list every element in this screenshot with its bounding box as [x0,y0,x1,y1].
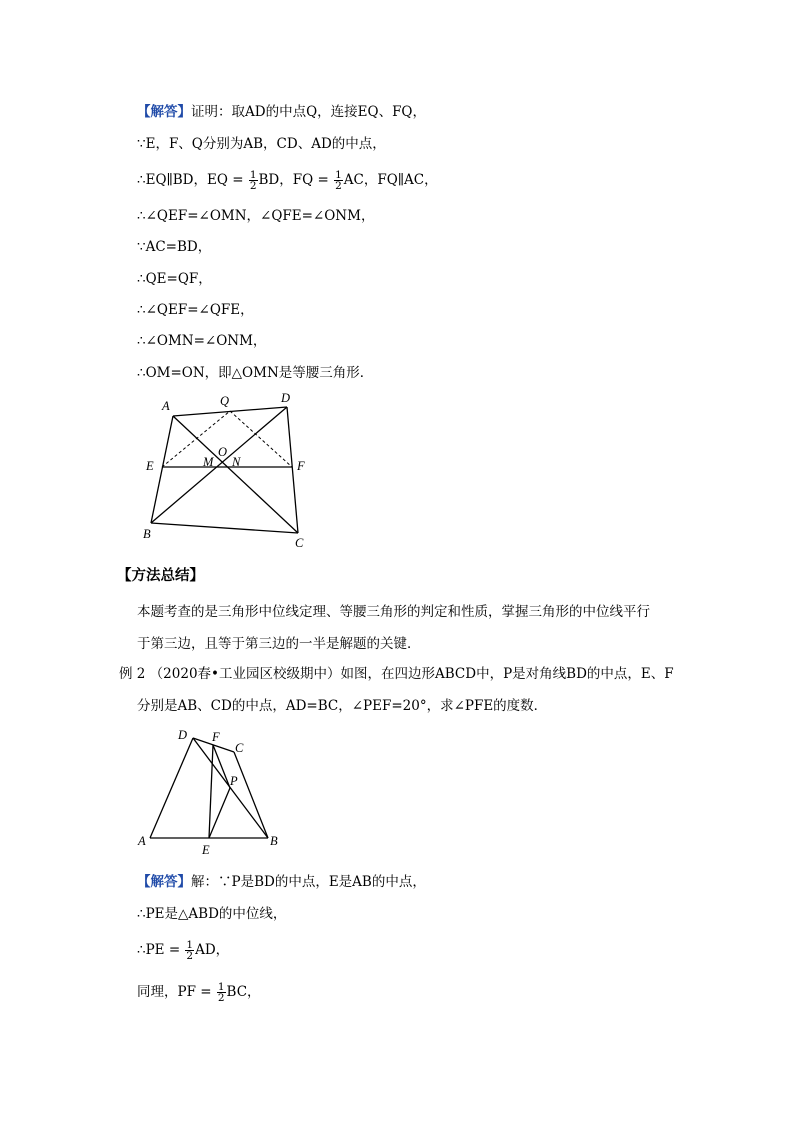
segment-ef [209,745,213,838]
solution2-text-1: 解：∵P是BD的中点，E是AB的中点， [191,874,426,890]
solution2-line4 [137,982,261,1003]
diagonal-bd [193,738,268,838]
example2-line2: 分别是AB、CD的中点，AD=BC，∠PEF=20°，求∠PFE的度数． [137,698,548,714]
figure-quadrilateral-2 [0,700,794,860]
label-e: E [146,459,154,473]
solution1-line6: ∴QE=QF， [137,271,212,287]
label-f: F [212,730,220,744]
label-c: C [235,741,244,755]
solution2-text-4a: 同理，PF = [137,984,216,1000]
solution1-line4: ∴∠QEF=∠OMN，∠QFE=∠ONM， [137,208,375,224]
solution1-text-1: 证明：取AD的中点Q，连接EQ、FQ， [191,104,426,120]
diagonal-ac [173,416,298,533]
answer-tag: 【解答】 [137,874,191,890]
solution1-line2: ∵E，F、Q分别为AB，CD、AD的中点， [137,136,386,152]
solution1-text-3a: ∴EQ∥BD，EQ = [137,172,248,188]
solution1-text-3c: AC，FQ∥AC， [343,172,438,188]
figure-quadrilateral-1 [0,0,794,560]
label-a: A [138,834,146,848]
example2-line1: 例 2 （2020春•工业园区校级期中）如图，在四边形ABCD中，P是对角线BD的中点，E、F [119,666,674,682]
label-f: F [297,459,305,473]
label-b: B [143,527,151,541]
label-d: D [178,728,188,742]
label-c: C [295,536,304,550]
solution2-text-3b: AD， [195,942,230,958]
label-m: M [203,455,214,469]
label-q: Q [220,394,230,408]
solution2-text-3a: ∴PE = [137,942,185,958]
method-paragraph-2: 于第三边，且等于第三边的一半是解题的关键． [137,636,421,652]
fraction-half: $\frac{1}{2}$ [186,939,194,962]
answer-tag: 【解答】 [137,104,191,120]
solution1-line8: ∴∠OMN=∠ONM， [137,333,267,349]
fraction-half: $\frac{1}{2}$ [335,169,342,192]
side-cb [151,523,298,533]
solution1-line7: ∴∠QEF=∠QFE， [137,302,254,318]
solution2-text-4b: BC， [226,984,261,1000]
label-d: D [281,391,291,405]
method-heading: 【方法总结】 [117,567,204,584]
solution2-line3 [137,940,229,961]
solution1-line9: ∴OM=ON，即△OMN是等腰三角形． [137,365,374,381]
side-bc [234,752,268,838]
side-da [150,738,193,838]
solution2-line2: ∴PE是△ABD的中位线， [137,906,287,922]
solution1-line5: ∵AC=BD， [137,239,212,255]
segment-fp [213,745,230,788]
label-a: A [162,399,170,413]
label-o: O [218,445,228,459]
label-e: E [202,843,210,857]
method-paragraph-1: 本题考查的是三角形中位线定理、等腰三角形的判定和性质，掌握三角形的中位线平行 [137,604,650,620]
segment-pe [209,788,230,838]
solution1-text-3b: BD，FQ = [258,172,334,188]
label-n: N [232,455,241,469]
label-p: P [230,774,238,788]
solution2-line1 [137,872,426,892]
label-b: B [270,834,278,848]
fraction-half: $\frac{1}{2}$ [249,169,257,192]
fraction-half: $\frac{1}{2}$ [217,981,225,1004]
